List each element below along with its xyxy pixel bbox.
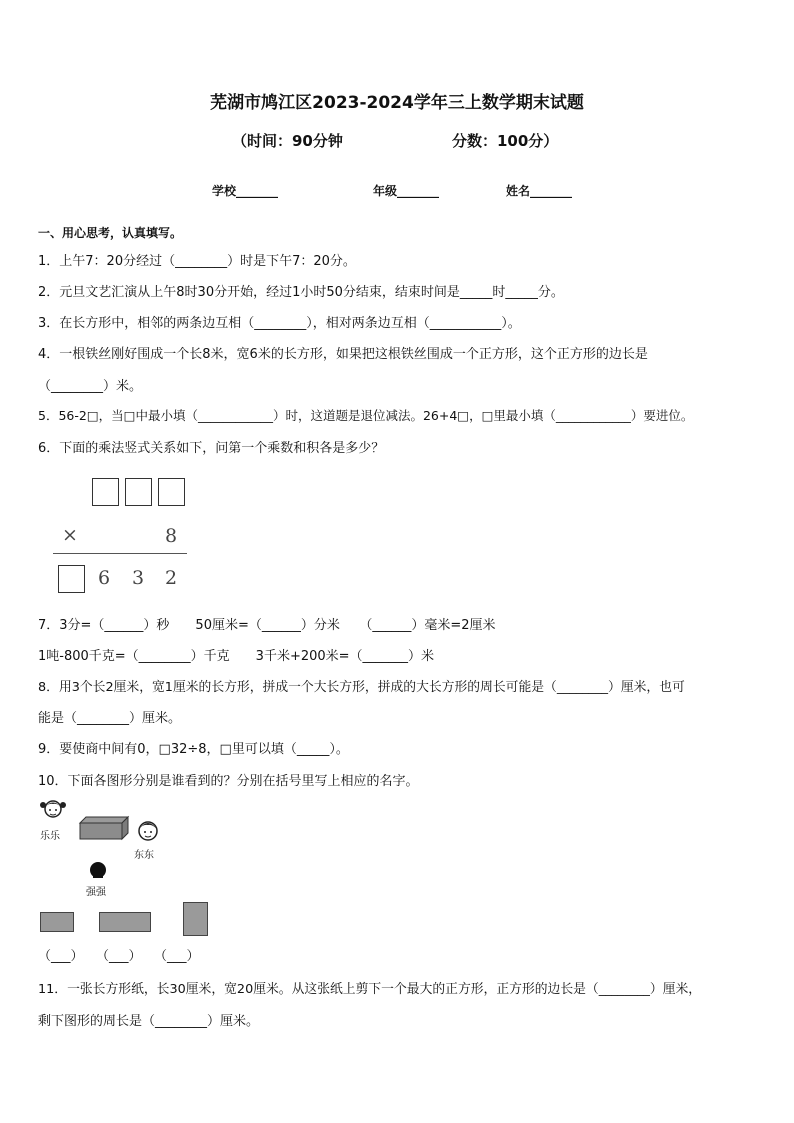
- girl-lele-icon: [38, 795, 68, 825]
- question-5: 5．56-2□，当□中最小填（____________）时，这道题是退位减法。26+4□，□里最小填（____________）要进位。: [38, 408, 694, 423]
- question-11-line1: 11．一张长方形纸，长30厘米，宽20厘米。从这张纸上剪下一个最大的正方形，正方形的边长是（________）厘米，: [38, 982, 702, 997]
- name-qiangqiang: 强强: [86, 887, 106, 898]
- times-sign: ×: [62, 524, 78, 546]
- exam-time: （时间：90分钟: [232, 132, 343, 150]
- question-6: 6．下面的乘法竖式关系如下，问第一个乘数和积各是多少？: [38, 441, 385, 456]
- view-shape-3: [183, 902, 208, 936]
- view-shape-1: [40, 912, 74, 932]
- view-shape-2: [99, 912, 151, 932]
- product-box: [58, 565, 85, 593]
- question-4-line1: 4．一根铁丝刚好围成一个长8米，宽6米的长方形，如果把这根铁丝围成一个正方形，这个正方形的边长是: [38, 347, 648, 362]
- product-digit-1: 6: [98, 567, 111, 589]
- question-1: 1．上午7：20分经过（________）时是下午7：20分。: [38, 254, 356, 269]
- name-field: 姓名_______: [506, 184, 573, 198]
- multiplicand-box-3: [158, 478, 185, 506]
- grade-field: 年级_______: [373, 184, 440, 198]
- product-digit-2: 3: [132, 567, 145, 589]
- question-11-line2: 剩下图形的周长是（________）厘米。: [38, 1014, 260, 1029]
- question-7-line2: 1吨-800千克=（________）千克 3千米+200米=（_______）米: [38, 649, 435, 664]
- multiplicand-box-1: [92, 478, 119, 506]
- question-3: 3．在长方形中，相邻的两条边互相（________），相对两条边互相（___________）。: [38, 316, 521, 331]
- question-8-line1: 8．用3个长2厘米，宽1厘米的长方形，拼成一个大长方形，拼成的大长方形的周长可能是（________）厘米，也可: [38, 680, 685, 695]
- page-title: 芜湖市鸠江区2023-2024学年三上数学期末试题: [210, 93, 584, 113]
- boy-qiangqiang-icon: [87, 858, 109, 880]
- name-dongdong: 东东: [134, 850, 154, 861]
- product-digit-3: 2: [165, 567, 178, 589]
- question-2: 2．元旦文艺汇演从上午8时30分开始，经过1小时50分结束，结束时间是_____时_____分。: [38, 285, 564, 300]
- multiplier-digit: 8: [165, 525, 178, 547]
- question-7-line1: 7．3分=（______）秒 50厘米=（______）分米 （______）毫米=2厘米: [38, 618, 496, 633]
- boy-dongdong-icon: [134, 817, 162, 845]
- multiplicand-box-2: [125, 478, 152, 506]
- exam-score: 分数：100分）: [452, 132, 559, 150]
- result-line: [53, 553, 187, 554]
- school-field: 学校_______: [212, 184, 279, 198]
- name-lele: 乐乐: [40, 831, 60, 842]
- question-9: 9．要使商中间有0，□32÷8，□里可以填（_____）。: [38, 742, 349, 757]
- answer-blank-2: （___）: [96, 949, 142, 964]
- question-10: 10．下面各图形分别是谁看到的？分别在括号里写上相应的名字。: [38, 774, 419, 789]
- question-4-line2: （________）米。: [38, 379, 143, 394]
- question-8-line2: 能是（________）厘米。: [38, 711, 182, 726]
- cuboid-icon: [78, 815, 130, 841]
- answer-blank-3: （___）: [154, 949, 200, 964]
- answer-blank-1: （___）: [38, 949, 84, 964]
- section-heading: 一、用心思考，认真填写。: [38, 226, 183, 240]
